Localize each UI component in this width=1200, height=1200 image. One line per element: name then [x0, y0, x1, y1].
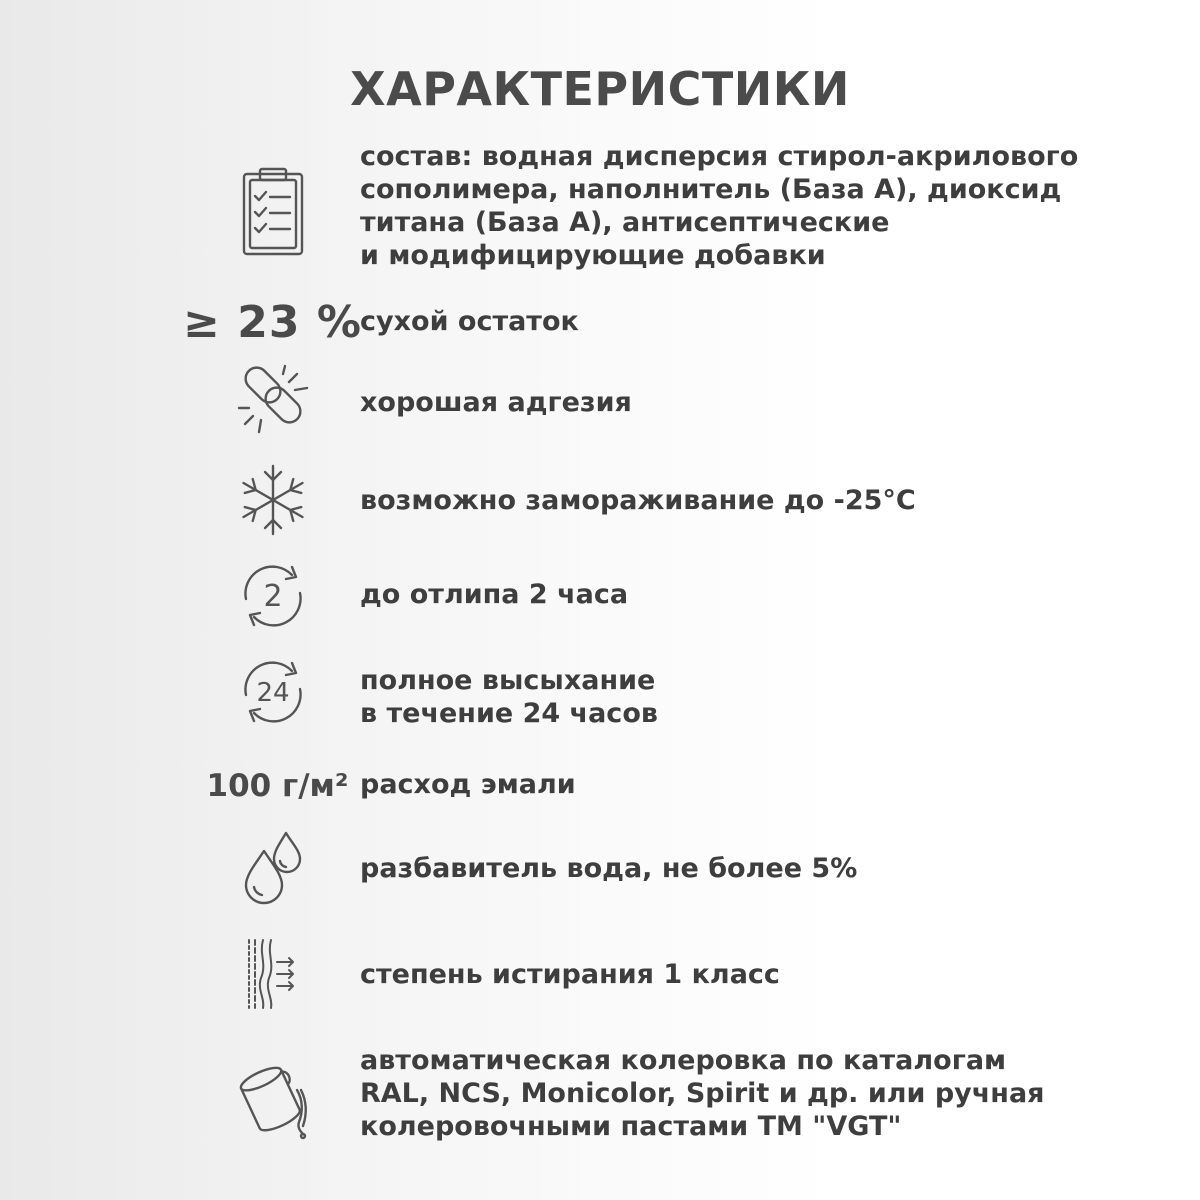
spec-line: RAL, NCS, Monicolor, Spirit и др. или ручная: [360, 1078, 1045, 1109]
cycle-icon-number: 24: [255, 678, 290, 708]
cycle-icon-number: 2: [262, 579, 283, 614]
spec-icon-slot: [190, 558, 355, 634]
spec-lead-slot: [190, 758, 355, 814]
consumption-value: 100 г/м²: [206, 768, 349, 804]
spec-text: [360, 852, 1140, 885]
paint-bucket-pouring-icon: [233, 1060, 313, 1140]
chain-link-icon: [235, 364, 311, 436]
spec-line: колеровочными пастами ТМ "VGT": [360, 1111, 902, 1142]
spec-line: состав: водная дисперсия стирол-акрилового: [360, 141, 1079, 172]
spec-icon-slot: [190, 162, 355, 262]
spec-line: сухой остаток: [360, 306, 579, 337]
spec-icon-slot: [190, 362, 355, 438]
spec-text: [360, 768, 1140, 801]
spec-row-tack-free: [0, 558, 1200, 634]
spec-text: [360, 484, 1140, 517]
cycle-24-hours-icon: [236, 655, 310, 729]
spec-text: [360, 664, 1140, 730]
spec-text: [360, 1044, 1140, 1143]
spec-line: до отлипа 2 часа: [360, 579, 629, 610]
spec-row-composition: [0, 142, 1200, 278]
spec-line: разбавитель вода, не более 5%: [360, 853, 858, 884]
spec-line: в течение 24 часов: [360, 698, 658, 729]
spec-icon-slot: [190, 1050, 355, 1150]
clipboard-checklist-icon: [238, 166, 308, 258]
spec-text: [360, 305, 1140, 338]
spec-row-thinner: [0, 828, 1200, 908]
page-title: ХАРАКТЕРИСТИКИ: [350, 62, 850, 116]
spec-icon-slot: [190, 654, 355, 730]
spec-line: и модифицирующие добавки: [360, 240, 826, 271]
spec-line: расход эмали: [360, 769, 576, 800]
spec-text: [360, 386, 1140, 419]
abrasion-texture-icon: [243, 934, 303, 1014]
spec-line: полное высыхание: [360, 665, 656, 696]
spec-icon-slot: [190, 932, 355, 1016]
cycle-2-hours-icon: [236, 559, 310, 633]
spec-row-adhesion: [0, 362, 1200, 438]
spec-text: [360, 958, 1140, 991]
spec-lead-slot: [183, 292, 362, 352]
water-drops-icon: [238, 829, 308, 907]
spec-line: степень истирания 1 класс: [360, 959, 780, 990]
spec-line: автоматическая колеровка по каталогам: [360, 1045, 1007, 1076]
spec-icon-slot: [190, 828, 355, 908]
spec-text: [360, 578, 1140, 611]
spec-row-freezing: [0, 460, 1200, 540]
dry-residue-value: ≥ 23 %: [183, 296, 362, 348]
spec-icon-slot: [190, 460, 355, 540]
spec-row-tinting: [0, 1042, 1200, 1154]
spec-line: возможно замораживание до -25°С: [360, 485, 916, 516]
snowflake-icon: [236, 463, 310, 537]
spec-row-dry-residue: [0, 292, 1200, 352]
spec-row-full-drying: [0, 654, 1200, 730]
spec-row-abrasion: [0, 932, 1200, 1016]
spec-line: хорошая адгезия: [360, 387, 632, 418]
spec-line: сополимера, наполнитель (База А), диоксид: [360, 174, 1062, 205]
spec-text: [360, 140, 1140, 272]
spec-row-consumption: [0, 758, 1200, 814]
spec-line: титана (База А), антисептические: [360, 207, 890, 238]
